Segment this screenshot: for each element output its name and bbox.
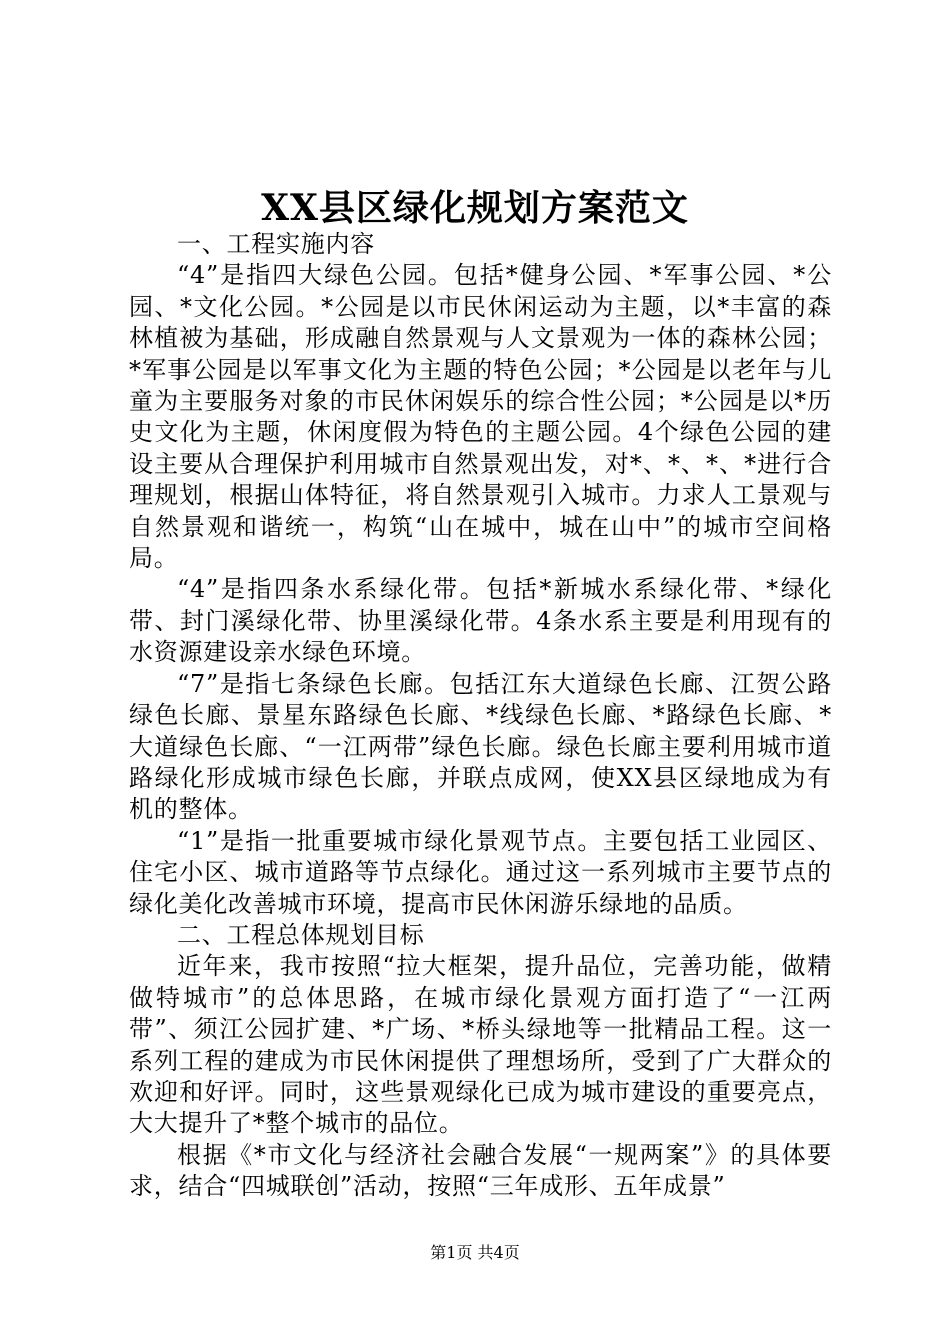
document-title: XX县区绿化规划方案范文: [261, 187, 689, 229]
paragraph: 根据《*市文化与经济社会融合发展“一规两案”》的具体要求，结合“四城联创”活动，按照“三年成形、五年成景”: [129, 1140, 832, 1201]
paragraph: “4”是指四大绿色公园。包括*健身公园、*军事公园、*公园、*文化公园。*公园是以市民休闲运动为主题，以*丰富的森林植被为基础，形成融自然景观与人文景观为一体的森林公园；*军事公园是以军事文化为主题的特色公园；*公园是以老年与儿童为主要服务对象的市民休闲娱乐的综合性公园；*公园是以*历史文化为主题，休闲度假为特色的主题公园。4个绿色公园的建设主要从合理保护利用城市自然景观出发，对*、*、*、*进行合理规划，根据山体特征，将自然景观引入城市。力求人工景观与自然景观和谐统一，构筑“山在城中，城在山中”的城市空间格局。: [129, 261, 832, 573]
paragraph: 近年来，我市按照“拉大框架，提升品位，完善功能，做精做特城市”的总体思路，在城市绿化景观方面打造了“一江两带”、须江公园扩建、*广场、*桥头绿地等一批精品工程。这一系列工程的建成为市民休闲提供了理想场所，受到了广大群众的欢迎和好评。同时，这些景观绿化已成为城市建设的重要亮点，大大提升了*整个城市的品位。: [129, 952, 832, 1138]
paragraph: “7”是指七条绿色长廊。包括江东大道绿色长廊、江贺公路绿色长廊、景星东路绿色长廊、*线绿色长廊、*路绿色长廊、*大道绿色长廊、“一江两带”绿色长廊。绿色长廊主要利用城市道路绿化形成城市绿色长廊，并联点成网，使XX县区绿地成为有机的整体。: [129, 669, 832, 824]
page-footer: 第1页 共4页: [430, 1243, 520, 1262]
document-body: [129, 229, 832, 1203]
paragraph: “4”是指四条水系绿化带。包括*新城水系绿化带、*绿化带、封门溪绿化带、协里溪绿化带。4条水系主要是利用现有的水资源建设亲水绿色环境。: [129, 575, 832, 667]
paragraph: “1”是指一批重要城市绿化景观节点。主要包括工业园区、住宅小区、城市道路等节点绿化。通过这一系列城市主要节点的绿化美化改善城市环境，提高市民休闲游乐绿地的品质。: [129, 826, 832, 918]
section-heading: 二、工程总体规划目标: [177, 920, 425, 949]
section-heading: 一、工程实施内容: [177, 230, 375, 258]
